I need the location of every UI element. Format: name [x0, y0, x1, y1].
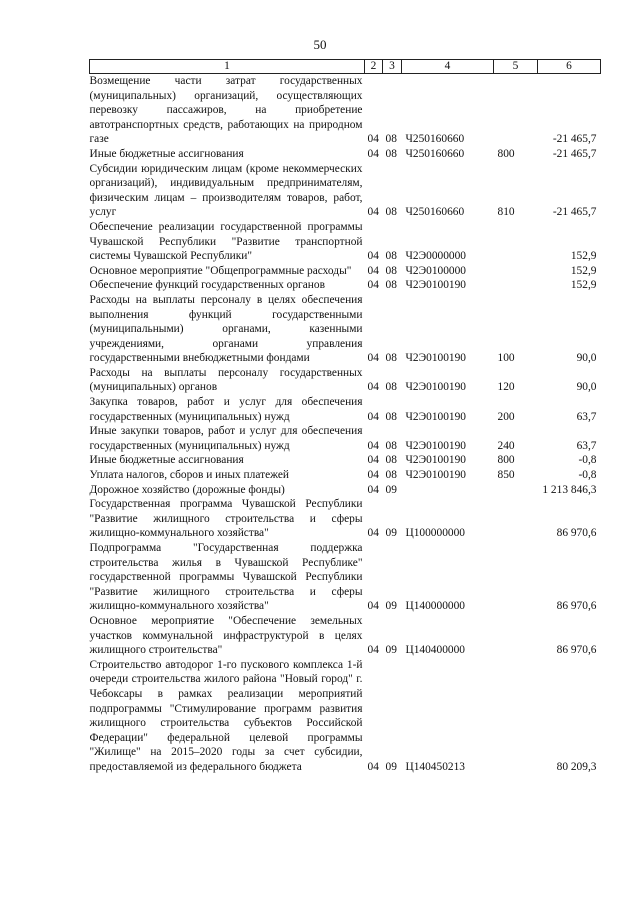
row-amount: 86 970,6	[556, 600, 597, 613]
column-header-name: 1	[90, 60, 365, 74]
column-header-section: 2	[365, 60, 383, 74]
row-name: Дорожное хозяйство (дорожные фонды)	[89, 483, 285, 496]
row-section: 04	[367, 381, 379, 394]
row-section: 04	[367, 760, 379, 773]
column-header-subsection: 3	[383, 60, 402, 74]
table-row	[90, 264, 601, 279]
row-section: 04	[367, 264, 379, 277]
row-amount: 86 970,6	[556, 527, 597, 540]
row-section: 04	[367, 600, 379, 613]
row-expense-type: 850	[497, 469, 515, 482]
row-subsection: 09	[385, 527, 397, 540]
row-subsection: 08	[385, 206, 397, 219]
row-amount: -21 465,7	[552, 133, 597, 146]
row-name: Государственная программа Чувашской Республики "Развитие жилищного строительства и сферы жилищно-коммунального хозяйства"	[89, 498, 363, 540]
row-section: 04	[367, 352, 379, 365]
row-expense-type	[494, 614, 538, 658]
row-name: Уплата налогов, сборов и иных платежей	[89, 469, 289, 482]
row-amount: -0,8	[578, 469, 597, 482]
column-header-expense-type: 5	[494, 60, 538, 74]
row-expense-type	[494, 497, 538, 541]
row-target-article: Ч2Э0100190	[405, 410, 466, 423]
row-amount: 90,0	[576, 352, 597, 365]
row-section: 04	[367, 527, 379, 540]
table-row	[90, 541, 601, 614]
row-target-article	[402, 483, 494, 498]
row-section: 04	[367, 206, 379, 219]
row-name: Иные бюджетные ассигнования	[89, 454, 244, 467]
row-amount: 80 209,3	[556, 760, 597, 773]
row-subsection: 08	[385, 454, 397, 467]
row-subsection: 08	[385, 147, 397, 160]
row-expense-type	[494, 658, 538, 775]
table-row	[90, 483, 601, 498]
row-amount: -21 465,7	[552, 147, 597, 160]
row-expense-type	[494, 220, 538, 264]
row-target-article: Ч250160660	[405, 206, 465, 219]
row-name: Иные бюджетные ассигнования	[89, 147, 244, 160]
table-body	[90, 74, 601, 775]
table-row	[90, 220, 601, 264]
row-expense-type: 810	[497, 206, 515, 219]
row-section: 04	[367, 439, 379, 452]
row-section: 04	[367, 454, 379, 467]
row-amount: -21 465,7	[552, 206, 597, 219]
row-name: Строительство автодорог 1-го пускового комплекса 1-й очереди строительства жилого района "Новый город" г. Чебоксары в рамках реализации мероприятий подпрограммы "Стимулирование программ развития жилищного строительства субъектов Российской Федерации" федеральной целевой программы "Жилище" на 2015–2020 годы за счет субсидии, предоставляемой из федерального бюджета	[89, 658, 363, 773]
row-target-article: Ц140450213	[405, 760, 465, 773]
table-row	[90, 453, 601, 468]
table-row	[90, 658, 601, 775]
row-name: Иные закупки товаров, работ и услуг для обеспечения государственных (муниципальных) нужд	[89, 425, 363, 452]
row-target-article: Ч2Э0000000	[405, 250, 466, 263]
row-section: 04	[367, 147, 379, 160]
row-expense-type: 240	[497, 439, 515, 452]
row-target-article: Ч2Э0100000	[405, 264, 466, 277]
row-amount: 63,7	[576, 410, 597, 423]
column-header-target-article: 4	[402, 60, 494, 74]
row-name: Основное мероприятие "Обеспечение земельных участков коммунальной инфраструктурой в целях жилищного строительства"	[89, 614, 363, 657]
row-amount: -0,8	[578, 454, 597, 467]
row-name: Обеспечение функций государственных органов	[89, 279, 325, 292]
row-target-article: Ч2Э0100190	[405, 279, 466, 292]
row-expense-type: 800	[497, 147, 515, 160]
row-section: 04	[367, 279, 379, 292]
row-subsection: 09	[385, 600, 397, 613]
row-subsection: 08	[385, 250, 397, 263]
row-subsection: 08	[385, 469, 397, 482]
row-amount: 152,9	[570, 250, 597, 263]
row-expense-type: 200	[497, 410, 515, 423]
row-name: Расходы на выплаты персоналу в целях обеспечения выполнения функций государственными (муниципальными) органами, казенными учреждениями, органами управления государственными внебюджетными фондами	[89, 293, 363, 365]
row-subsection: 09	[385, 760, 397, 773]
row-expense-type	[494, 264, 538, 279]
row-section: 04	[367, 469, 379, 482]
row-amount: 86 970,6	[556, 644, 597, 657]
row-name: Расходы на выплаты персоналу государственных (муниципальных) органов	[89, 366, 363, 394]
row-expense-type	[494, 541, 538, 614]
row-expense-type: 800	[497, 454, 515, 467]
row-target-article: Ц100000000	[405, 527, 465, 540]
row-expense-type	[494, 74, 538, 147]
row-subsection: 08	[385, 133, 397, 146]
table-row	[90, 147, 601, 162]
table-header-row	[90, 60, 601, 74]
row-expense-type	[494, 278, 538, 293]
row-section: 04	[367, 250, 379, 263]
row-target-article: Ц140400000	[405, 644, 465, 657]
row-subsection: 08	[385, 279, 397, 292]
row-target-article: Ч250160660	[405, 133, 465, 146]
row-section: 04	[367, 483, 379, 496]
page-number: 50	[313, 37, 327, 52]
table-row	[90, 424, 601, 453]
row-name: Основное мероприятие "Общепрограммные расходы"	[89, 264, 352, 277]
row-subsection: 08	[385, 439, 397, 452]
row-amount: 152,9	[570, 264, 597, 277]
table-row	[90, 468, 601, 483]
row-section: 04	[367, 133, 379, 146]
row-name: Закупка товаров, работ и услуг для обеспечения государственных (муниципальных) нужд	[89, 396, 363, 423]
row-target-article: Ч2Э0100190	[405, 469, 466, 482]
row-name: Подпрограмма "Государственная поддержка строительства жилья в Чувашской Республике" государственной программы Чувашской Республики "Развитие жилищного строительства и сферы жилищно-коммунального хозяйства"	[89, 542, 363, 613]
row-expense-type	[494, 483, 538, 498]
budget-table	[89, 59, 601, 775]
row-subsection: 09	[385, 483, 397, 496]
table-row	[90, 278, 601, 293]
table-row	[90, 395, 601, 424]
row-section: 04	[367, 644, 379, 657]
row-name: Возмещение части затрат государственных (муниципальных) организаций, осуществляющих перевозку пассажиров, на приобретение автотранспортных средств, работающих на природном газе	[89, 75, 363, 146]
table-row	[90, 162, 601, 220]
table-row	[90, 293, 601, 366]
row-amount: 152,9	[570, 279, 597, 292]
row-subsection: 09	[385, 644, 397, 657]
row-name: Обеспечение реализации государственной программы Чувашской Республики "Развитие транспортной системы Чувашской Республики"	[89, 220, 363, 263]
table-row	[90, 74, 601, 147]
row-target-article: Ч2Э0100190	[405, 439, 466, 452]
row-amount: 63,7	[576, 439, 597, 452]
row-target-article: Ч2Э0100190	[405, 352, 466, 365]
row-subsection: 08	[385, 381, 397, 394]
row-expense-type: 100	[497, 352, 515, 365]
row-subsection: 08	[385, 352, 397, 365]
table-row	[90, 614, 601, 658]
row-expense-type: 120	[497, 381, 515, 394]
row-section: 04	[367, 410, 379, 423]
table-row	[90, 497, 601, 541]
column-header-amount: 6	[538, 60, 601, 74]
row-target-article: Ч2Э0100190	[405, 381, 466, 394]
row-subsection: 08	[385, 410, 397, 423]
row-amount: 90,0	[576, 381, 597, 394]
row-target-article: Ч250160660	[405, 147, 465, 160]
row-name: Субсидии юридическим лицам (кроме некоммерческих организаций), индивидуальным предпринимателям, физическим лицам – производителям товаров, работ, услуг	[89, 162, 363, 219]
table-row	[90, 366, 601, 395]
row-subsection: 08	[385, 264, 397, 277]
row-amount: 1 213 846,3	[542, 483, 597, 496]
row-target-article: Ц140000000	[405, 600, 465, 613]
row-target-article: Ч2Э0100190	[405, 454, 466, 467]
